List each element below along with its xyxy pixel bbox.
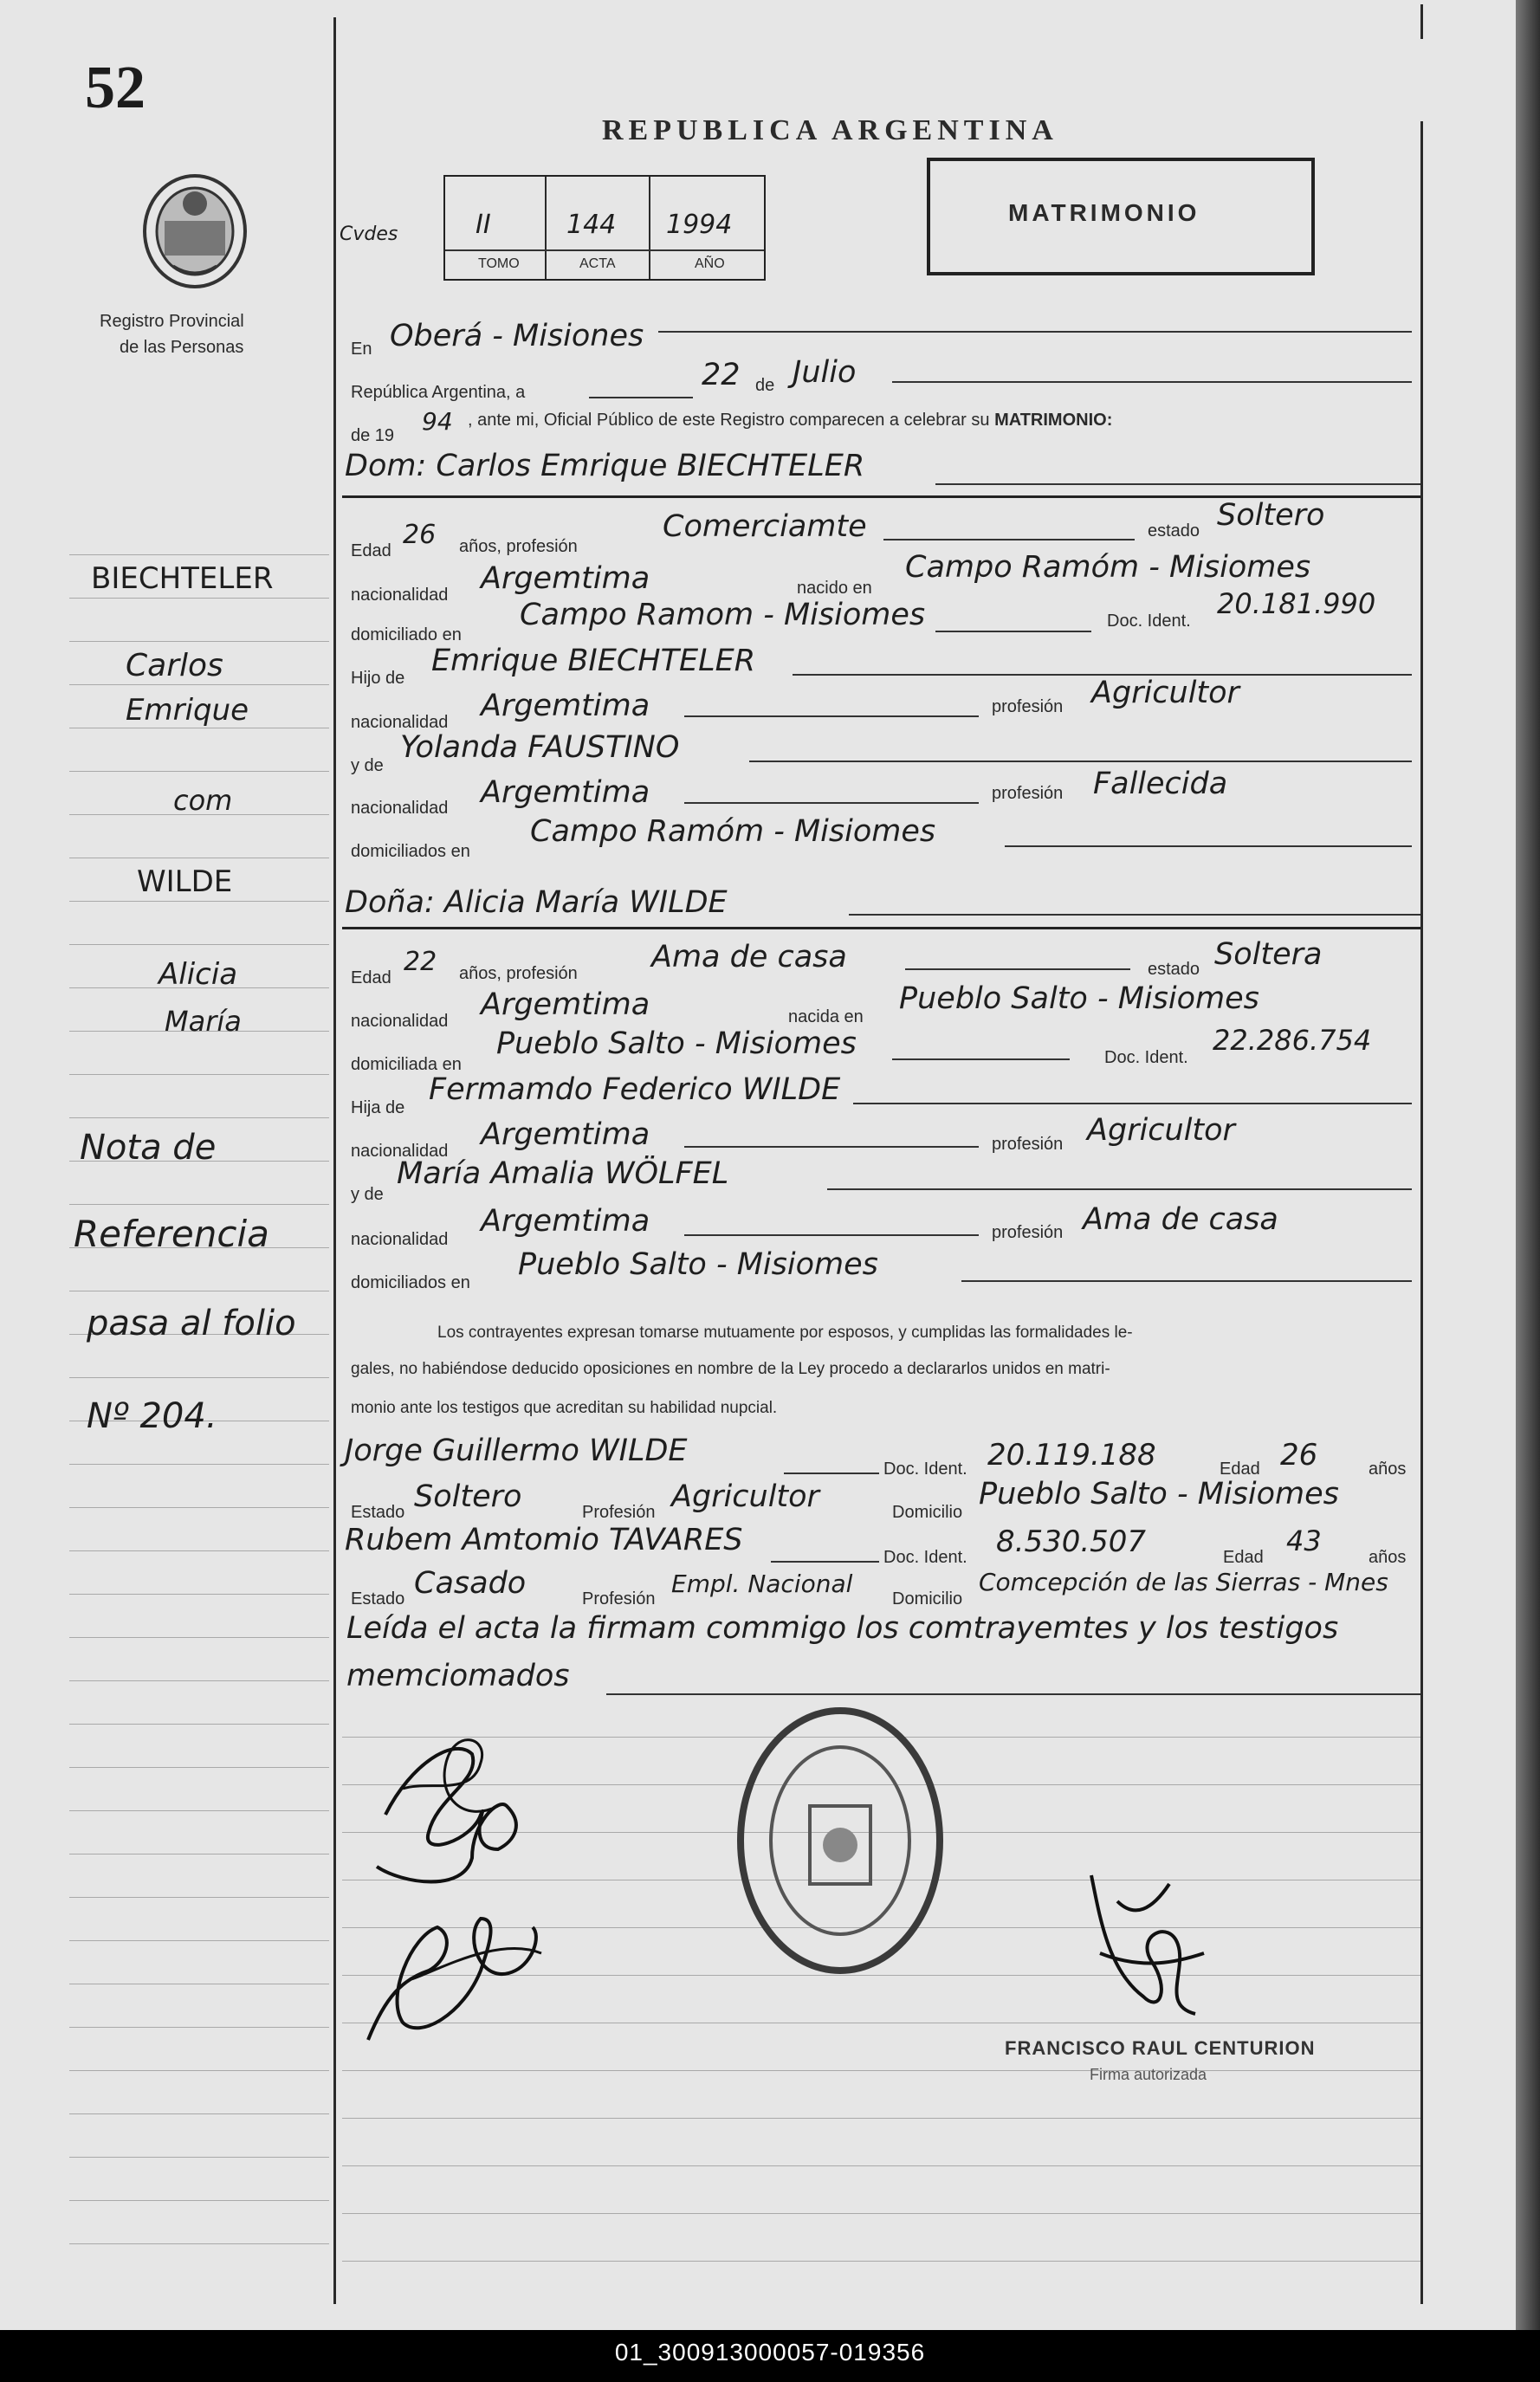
bride-domiciliada-label: domiciliada en xyxy=(351,1055,462,1074)
acta-value: 144 xyxy=(566,210,617,240)
page-number: 52 xyxy=(85,55,146,121)
intro-text-bold: MATRIMONIO: xyxy=(994,411,1113,430)
groom-hijo-label: Hijo de xyxy=(351,669,405,688)
groom-mother-nacionalidad-label: nacionalidad xyxy=(351,799,449,818)
registry-name-line1: Registro Provincial xyxy=(100,312,244,331)
bride-parents-domicile: Pueblo Salto - Misiomes xyxy=(518,1247,878,1282)
country-title: REPUBLICA ARGENTINA xyxy=(602,114,1058,146)
groom-anos-label: años, profesión xyxy=(459,537,578,556)
witness1-profession: Agricultor xyxy=(671,1479,819,1514)
bride-nationality: Argemtima xyxy=(481,987,650,1022)
registry-name-line2: de las Personas xyxy=(120,338,244,357)
top-right-mark xyxy=(1420,4,1423,39)
margin-bride-surname: WILDE xyxy=(137,864,233,899)
margin-groom-given1: Carlos xyxy=(126,648,223,683)
tomo-label: TOMO xyxy=(478,256,520,271)
groom-mother-profession: Fallecida xyxy=(1093,767,1228,801)
declaration-line1: Los contrayentes expresan tomarse mutuamente por esposos, y cumplidas las formalidades le- xyxy=(437,1324,1133,1342)
acta-label: ACTA xyxy=(579,256,616,271)
bride-mother-nacionalidad-label: nacionalidad xyxy=(351,1230,449,1249)
book-binding-edge xyxy=(1516,0,1540,2330)
record-type: MATRIMONIO xyxy=(1008,199,1200,226)
witness1-domicile: Pueblo Salto - Misiomes xyxy=(979,1477,1339,1511)
margin-note-line2: Referencia xyxy=(74,1213,269,1255)
month: Julio xyxy=(793,355,857,390)
official-stamp xyxy=(732,1702,948,1984)
officer-signature xyxy=(1065,1867,1221,2044)
bride-father-profesion-label: profesión xyxy=(992,1135,1064,1154)
bride-estado-label: estado xyxy=(1148,960,1200,979)
image-id-caption: 01_300913000057-019356 xyxy=(614,2339,926,2366)
record-type-box xyxy=(927,158,1315,275)
declaration-line3: monio ante los testigos que acreditan su habilidad nupcial. xyxy=(351,1399,778,1417)
margin-con: com xyxy=(173,784,233,817)
closing-line1: Leída el acta la firmam commigo los comtrayemtes y los testigos xyxy=(346,1611,1339,1646)
groom-yde-label: y de xyxy=(351,756,384,775)
witness2-profession: Empl. Nacional xyxy=(671,1570,853,1598)
groom-parents-domiciliados-label: domiciliados en xyxy=(351,842,470,861)
margin-groom-given2: Emrique xyxy=(126,693,249,728)
witness2-domicilio-label: Domicilio xyxy=(892,1589,963,1608)
margin-groom-surname: BIECHTELER xyxy=(91,561,274,596)
groom-nacionalidad-label: nacionalidad xyxy=(351,586,449,605)
republica-label: República Argentina, a xyxy=(351,383,526,402)
margin-bride-given2: María xyxy=(165,1005,242,1038)
bride-doc-label: Doc. Ident. xyxy=(1104,1048,1188,1067)
groom-doc: 20.181.990 xyxy=(1217,587,1376,620)
margin-note-line3: pasa al folio xyxy=(87,1304,296,1343)
place: Oberá - Misiones xyxy=(390,319,644,353)
bride-domicile: Pueblo Salto - Misiomes xyxy=(496,1026,857,1061)
ano-value: 1994 xyxy=(666,210,733,240)
bride-birthplace: Pueblo Salto - Misiomes xyxy=(899,981,1259,1016)
witness2-age: 43 xyxy=(1286,1524,1322,1557)
witness2-profesion-label: Profesión xyxy=(582,1589,656,1608)
groom-doc-label: Doc. Ident. xyxy=(1107,612,1191,631)
witness1-estado-label: Estado xyxy=(351,1503,405,1522)
bride-anos-label: años, profesión xyxy=(459,964,578,983)
groom-estado-label: estado xyxy=(1148,521,1200,540)
de-label: de xyxy=(755,376,775,395)
groom-father-profesion-label: profesión xyxy=(992,697,1064,716)
bride-yde-label: y de xyxy=(351,1185,384,1204)
witness2-edad-label: Edad xyxy=(1223,1548,1264,1567)
witness1-profesion-label: Profesión xyxy=(582,1503,656,1522)
groom-birthplace: Campo Ramóm - Misiomes xyxy=(905,550,1311,585)
bride-father-nationality: Argemtima xyxy=(481,1117,650,1152)
right-frame xyxy=(1420,121,1423,2304)
margin-divider xyxy=(333,17,336,2304)
groom-mother: Yolanda FAUSTINO xyxy=(400,730,680,765)
bride-father-nacionalidad-label: nacionalidad xyxy=(351,1142,449,1161)
officer-name-stamp: FRANCISCO RAUL CENTURION xyxy=(1005,2037,1316,2059)
margin-note-line1: Nota de xyxy=(80,1128,217,1168)
ciudad-label: Cvdes xyxy=(340,223,398,245)
bride-mother-profession: Ama de casa xyxy=(1083,1202,1278,1237)
bride-mother-nationality: Argemtima xyxy=(481,1204,650,1239)
witness2-name: Rubem Amtomio TAVARES xyxy=(345,1523,743,1557)
bride-father: Fermamdo Federico WILDE xyxy=(429,1072,841,1107)
bride-civil-status: Soltera xyxy=(1214,937,1323,972)
year-suffix: 94 xyxy=(422,407,453,436)
witness1-age: 26 xyxy=(1280,1438,1318,1473)
bride-doc: 22.286.754 xyxy=(1213,1024,1372,1057)
record-ref-box xyxy=(443,175,766,281)
bride-parents-domiciliados-label: domiciliados en xyxy=(351,1273,470,1292)
intro-text xyxy=(468,411,1112,430)
closing-line2: memciomados xyxy=(346,1659,570,1693)
officer-title-stamp: Firma autorizada xyxy=(1090,2066,1207,2083)
groom-edad-label: Edad xyxy=(351,541,391,560)
witness2-doc-label: Doc. Ident. xyxy=(883,1548,967,1567)
witness2-doc: 8.530.507 xyxy=(996,1524,1147,1559)
bride-nacida-label: nacida en xyxy=(788,1007,864,1026)
intro-text-normal: , ante mi, Oficial Público de este Registro comparecen a celebrar su xyxy=(468,411,995,430)
groom-domiciliado-label: domiciliado en xyxy=(351,625,462,644)
registry-seal-logo xyxy=(139,169,251,295)
groom-father-nacionalidad-label: nacionalidad xyxy=(351,713,449,732)
witness1-doc-label: Doc. Ident. xyxy=(883,1460,967,1479)
day: 22 xyxy=(702,358,741,392)
en-label: En xyxy=(351,340,372,359)
margin-note-line4: Nº 204. xyxy=(87,1396,217,1436)
groom-father-nationality: Argemtima xyxy=(481,689,650,723)
bride-mother: María Amalia WÖLFEL xyxy=(397,1156,729,1191)
groom-mother-nationality: Argemtima xyxy=(481,775,650,810)
bride-name: Doña: Alicia María WILDE xyxy=(345,885,728,920)
witness2-civil-status: Casado xyxy=(414,1566,527,1601)
groom-domicile: Campo Ramom - Misiomes xyxy=(520,598,926,632)
groom-name: Dom: Carlos Emrique BIECHTELER xyxy=(345,449,865,483)
bride-edad-label: Edad xyxy=(351,968,391,987)
groom-parents-domicile: Campo Ramóm - Misiomes xyxy=(530,814,936,849)
ano-label: AÑO xyxy=(695,256,725,271)
tomo-value: II xyxy=(476,210,491,240)
groom-nacido-label: nacido en xyxy=(797,579,872,598)
bride-nacionalidad-label: nacionalidad xyxy=(351,1012,449,1031)
groom-father-profession: Agricultor xyxy=(1091,676,1239,710)
witness1-domicilio-label: Domicilio xyxy=(892,1503,963,1522)
year-prefix: de 19 xyxy=(351,426,395,445)
witness1-civil-status: Soltero xyxy=(414,1479,522,1514)
bride-hija-label: Hija de xyxy=(351,1098,405,1117)
groom-age: 26 xyxy=(403,520,437,550)
groom-nationality: Argemtima xyxy=(481,561,650,596)
witness2-domicile: Comcepción de las Sierras - Mnes xyxy=(979,1568,1388,1596)
spouse-signatures xyxy=(351,1711,576,2062)
witness2-anos-label: años xyxy=(1369,1548,1407,1567)
groom-profession: Comerciamte xyxy=(663,509,867,544)
bride-age: 22 xyxy=(404,947,437,977)
witness1-edad-label: Edad xyxy=(1220,1460,1260,1479)
witness1-name: Jorge Guillermo WILDE xyxy=(345,1434,688,1468)
groom-mother-profesion-label: profesión xyxy=(992,784,1064,803)
bride-father-profession: Agricultor xyxy=(1087,1113,1235,1148)
witness1-anos-label: años xyxy=(1369,1460,1407,1479)
groom-father: Emrique BIECHTELER xyxy=(431,644,756,678)
bride-mother-profesion-label: profesión xyxy=(992,1223,1064,1242)
witness1-doc: 20.119.188 xyxy=(987,1438,1156,1473)
bride-profession: Ama de casa xyxy=(651,940,847,974)
groom-civil-status: Soltero xyxy=(1217,498,1325,533)
margin-bride-given1: Alicia xyxy=(159,957,238,992)
witness2-estado-label: Estado xyxy=(351,1589,405,1608)
declaration-line2: gales, no habiéndose deducido oposiciones en nombre de la Ley procedo a declararlos unidos en matri- xyxy=(351,1360,1110,1378)
